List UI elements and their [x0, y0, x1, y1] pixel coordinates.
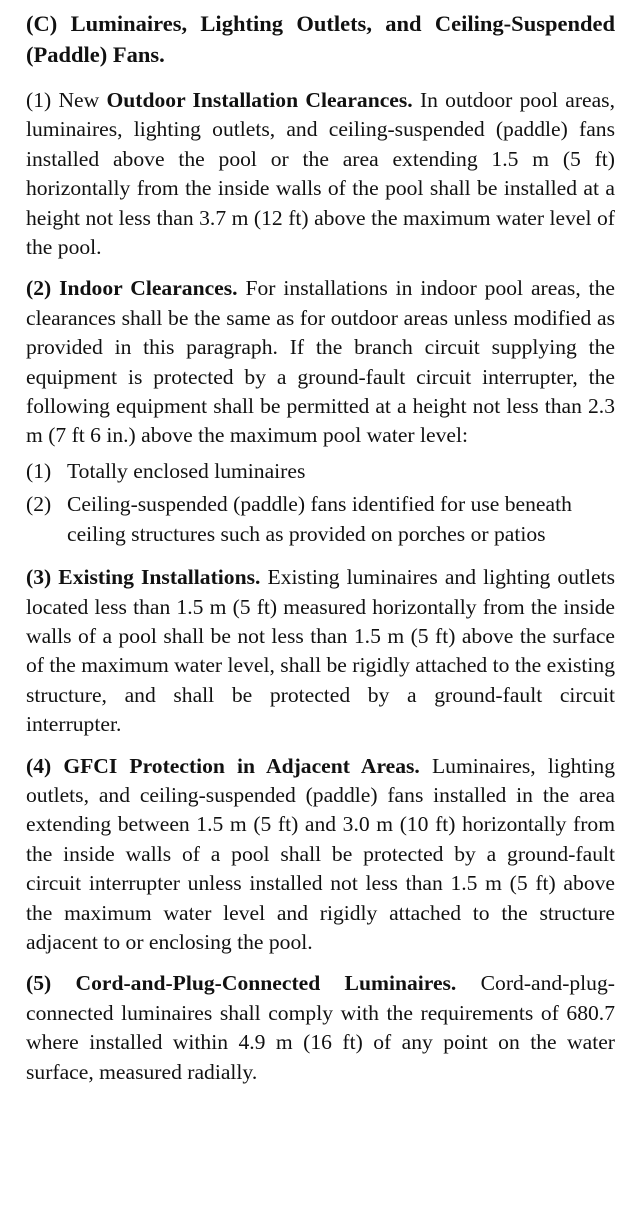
paragraph-cord-and-plug — [26, 969, 615, 1087]
paragraph-title: Existing Installations. — [58, 565, 261, 590]
paragraph-number: (5) — [26, 971, 52, 996]
paragraph-title: Cord-and-Plug-Connected Luminaires. — [75, 971, 457, 996]
paragraph-body: Existing luminaires and lighting outlets located less than 1.5 m (5 ft) measured horizontally from the inside walls of a pool shall be not less than 1.5 m (5 ft) above the surface of the maximum water level, shall be rigidly attached to the existing structure, and shall be protected by a ground-fault circuit interrupter. — [26, 565, 615, 737]
paragraph-title: Outdoor Installation Clearances. — [106, 88, 413, 112]
paragraph-number: (1) — [26, 88, 52, 112]
paragraph-title: GFCI Protection in Adjacent Areas. — [63, 753, 420, 778]
indoor-equipment-list — [26, 457, 615, 549]
paragraph-body: For installations in indoor pool areas, the clearances shall be the same as for outdoor areas unless modified as provided in this paragraph. If the branch circuit supplying the equipment is protected by a ground-fault circuit interrupter, the following equipment shall be permitted at a height not less than 2.3 m (7 ft 6 in.) above the maximum pool water level: — [26, 276, 616, 448]
paragraph-number: (3) — [26, 565, 52, 590]
list-item-number: (2) — [26, 492, 52, 517]
list-item-text: Totally enclosed luminaires — [67, 458, 306, 483]
list-item-number: (1) — [26, 458, 52, 483]
paragraph-number: (4) — [26, 753, 52, 778]
list-item-text: Ceiling-suspended (paddle) fans identified for use beneath ceiling structures such as provided on porches or patios — [67, 492, 572, 546]
list-item — [26, 490, 615, 549]
paragraph-number: (2) — [26, 276, 52, 301]
paragraph-lead: New — [58, 88, 100, 112]
paragraph-gfci-protection — [26, 752, 615, 958]
paragraph-title: Indoor Clearances. — [59, 276, 238, 301]
list-item — [26, 457, 615, 486]
paragraph-body: In outdoor pool areas, luminaires, lighting outlets, and ceiling-suspended (paddle) fans installed above the pool or the area extending 1.5 m (5 ft) horizontally from the inside walls of the pool shall be installed at a height not less than 3.7 m (12 ft) above the maximum water level of the pool. — [26, 88, 615, 260]
paragraph-outdoor-clearances — [26, 86, 615, 262]
paragraph-existing-installations — [26, 563, 615, 739]
paragraph-indoor-clearances — [26, 274, 615, 450]
paragraph-body: Luminaires, lighting outlets, and ceiling-suspended (paddle) fans installed in the area extending between 1.5 m (5 ft) and 3.0 m (10 ft) horizontally from the inside walls of a pool shall be protected by a ground-fault circuit interrupter unless installed not less than 1.5 m (5 ft) above the maximum water level and rigidly attached to the structure adjacent to or enclosing the pool. — [26, 753, 616, 954]
section-heading: (C) Luminaires, Lighting Outlets, and Ceiling-Suspended (Paddle) Fans. — [26, 11, 615, 67]
paragraph-body: Cord-and-plug-connected luminaires shall comply with the requirements of 680.7 where installed within 4.9 m (16 ft) of any point on the water surface, measured radially. — [26, 971, 615, 1084]
